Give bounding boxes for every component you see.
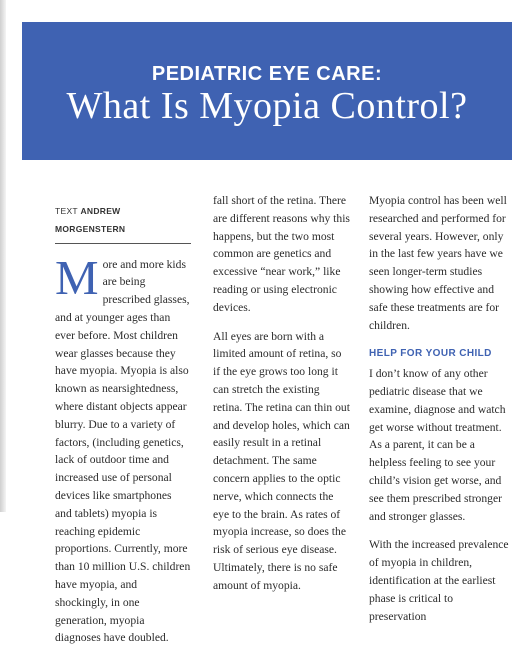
section-subhead: HELP FOR YOUR CHILD [369,348,492,360]
paragraph: I don’t know of any other pediatric disease that we examine, diagnose and watch get worse without treatment. As a parent, it can be a helpless feeling to see your child’s vision get worse, and see them prescribed stronger and stronger glasses. [369,367,506,523]
byline-author: ANDREW MORGENSTERN [55,206,126,234]
drop-cap: M [55,249,99,305]
paragraph: All eyes are born with a limited amount of retina, so if the eye grows too long it can stretch the existing retina. The retina can thin out and develop holes, which can easily result in a retinal detachment. The same concern applies to the optic nerve, which connects the eye to the brain. As rates of myopia increase, so does the risk of serious eye disease. Ultimately, there is no safe amount of myopia. [213,329,350,592]
paragraph: Myopia control has been well researched and performed for several years. However, only in the last few years have we seen longer-term studies showing how effective and safe these treatments are for children. [369,194,507,332]
intro-paragraph [55,249,191,648]
intro-text: ore and more kids are being prescribed glasses, and at younger ages than ever before. Most children wear glasses because they have myopia. Myopia is also known as nearsightedness, where distant objects appear blurry. Due to a variety of factors, (including genetics, lack of outdoor time and increased use of personal devices like smartphones and tablets) myopia is reaching epidemic proportions. Currently, more than 10 million U.S. children have myopia, and shockingly, in one generation, myopia diagnoses have doubled. [55,257,191,645]
page-edge-shadow [0,0,6,512]
byline [55,203,191,244]
paragraph: fall short of the retina. There are different reasons why this happens, but the two most common are genetics and excessive “near work,” like reading or using electronic devices. [213,194,350,314]
title-banner [22,22,512,160]
column-3 [369,192,509,636]
paragraph: With the increased prevalence of myopia in children, identification at the earliest phase is critical to preservation [369,538,509,623]
section-kicker: PEDIATRIC EYE CARE: [151,63,383,85]
column-2 [213,192,351,606]
byline-label: TEXT [55,206,81,216]
column-1 [55,192,191,658]
article-title: What Is Myopia Control? [66,85,468,127]
